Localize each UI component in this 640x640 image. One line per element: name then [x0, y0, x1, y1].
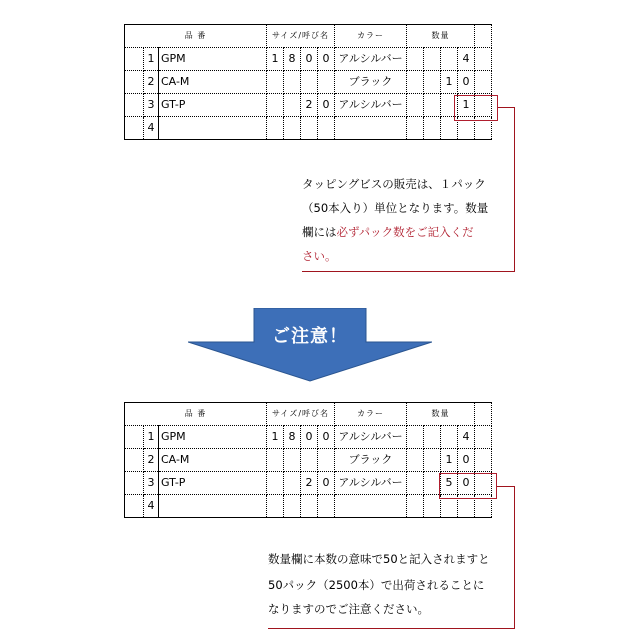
- qty-digit: [407, 495, 424, 518]
- table-header-row: [125, 403, 492, 426]
- note-emphasis: さい。: [302, 249, 337, 263]
- table-row: [125, 426, 492, 449]
- size-digit: [267, 117, 284, 140]
- qty-digit: 5: [441, 472, 458, 495]
- spacer-cell: [125, 426, 144, 449]
- size-digit: 0: [318, 426, 335, 449]
- row-number: 1: [144, 48, 159, 71]
- note-line: 50パック（2500本）で出荷されることに: [268, 578, 485, 592]
- table-row: [125, 472, 492, 495]
- color-cell: ブラック: [335, 71, 407, 94]
- note-line: なりますのでご注意ください。: [268, 602, 429, 616]
- table-edge-cell: [475, 403, 492, 426]
- qty-digit: [407, 71, 424, 94]
- qty-digit: [407, 449, 424, 472]
- caution-label: ご注意！: [272, 326, 348, 347]
- size-digit: [267, 495, 284, 518]
- note-emphasis: 必ずパック数をご記入くだ: [336, 225, 474, 239]
- product-name-cell: GPM: [159, 48, 267, 71]
- qty-digit: 0: [458, 472, 475, 495]
- table-header-row: [125, 25, 492, 48]
- qty-digit: [424, 71, 441, 94]
- qty-digit: [407, 117, 424, 140]
- note-after: [268, 551, 516, 631]
- size-digit: [318, 449, 335, 472]
- spacer-cell: [125, 472, 144, 495]
- header-color: カラー: [335, 403, 407, 426]
- table-row: [125, 94, 492, 117]
- qty-digit: 0: [458, 71, 475, 94]
- qty-digit: 1: [458, 94, 475, 117]
- size-digit: 8: [284, 426, 301, 449]
- qty-digit: [424, 449, 441, 472]
- size-digit: [318, 71, 335, 94]
- header-color: カラー: [335, 25, 407, 48]
- note-line: [302, 224, 474, 240]
- size-digit: [284, 94, 301, 117]
- header-product: 品 番: [125, 25, 267, 48]
- size-digit: [267, 449, 284, 472]
- qty-digit: [407, 472, 424, 495]
- size-digit: 0: [318, 48, 335, 71]
- note-line: （50本入り）単位となります。数量: [302, 201, 489, 215]
- size-digit: [301, 71, 318, 94]
- product-name-cell: [159, 495, 267, 518]
- table-edge-cell: [475, 48, 492, 71]
- size-digit: 0: [318, 94, 335, 117]
- table-row: [125, 71, 492, 94]
- qty-digit: [407, 48, 424, 71]
- row-number: 1: [144, 426, 159, 449]
- spacer-cell: [125, 117, 144, 140]
- table-row: [125, 495, 492, 518]
- size-digit: 2: [301, 94, 318, 117]
- size-digit: 1: [267, 426, 284, 449]
- row-number: 2: [144, 449, 159, 472]
- qty-digit: [424, 117, 441, 140]
- qty-digit: [407, 426, 424, 449]
- callout-connector: [498, 107, 514, 108]
- note-before: [302, 176, 512, 272]
- size-digit: 0: [301, 48, 318, 71]
- size-digit: [284, 495, 301, 518]
- size-digit: [284, 117, 301, 140]
- color-cell: ブラック: [335, 449, 407, 472]
- header-size: サイズ/呼び名: [267, 25, 335, 48]
- note-text: 欄には: [302, 225, 337, 239]
- size-digit: [267, 472, 284, 495]
- size-digit: [267, 94, 284, 117]
- table-edge-cell: [475, 449, 492, 472]
- table-row: [125, 117, 492, 140]
- spacer-cell: [125, 71, 144, 94]
- header-size: サイズ/呼び名: [267, 403, 335, 426]
- spacer-cell: [125, 495, 144, 518]
- note-line: タッピングビスの販売は、１パック: [302, 177, 486, 191]
- row-number: 2: [144, 71, 159, 94]
- row-number: 3: [144, 94, 159, 117]
- qty-digit: 0: [458, 449, 475, 472]
- row-number: 4: [144, 495, 159, 518]
- color-cell: アルシルバー: [335, 472, 407, 495]
- color-cell: アルシルバー: [335, 48, 407, 71]
- size-digit: [284, 449, 301, 472]
- size-digit: [284, 472, 301, 495]
- table-edge-cell: [475, 426, 492, 449]
- size-digit: [301, 117, 318, 140]
- qty-digit: 1: [441, 449, 458, 472]
- order-table-after: [124, 402, 492, 518]
- qty-digit: 4: [458, 48, 475, 71]
- qty-digit: [424, 94, 441, 117]
- size-digit: [301, 449, 318, 472]
- qty-highlight-box: [454, 95, 498, 121]
- qty-highlight-box: [439, 473, 497, 499]
- size-digit: [318, 495, 335, 518]
- size-digit: [318, 117, 335, 140]
- table-row: [125, 48, 492, 71]
- size-digit: [284, 71, 301, 94]
- header-qty: 数量: [407, 25, 475, 48]
- qty-digit: [424, 48, 441, 71]
- qty-digit: [441, 426, 458, 449]
- size-digit: 0: [318, 472, 335, 495]
- spacer-cell: [125, 94, 144, 117]
- size-digit: 0: [301, 426, 318, 449]
- product-name-cell: CA-M: [159, 71, 267, 94]
- product-name-cell: GPM: [159, 426, 267, 449]
- qty-digit: [407, 94, 424, 117]
- callout-connector: [497, 486, 514, 487]
- header-product: 品 番: [125, 403, 267, 426]
- size-digit: 1: [267, 48, 284, 71]
- row-number: 3: [144, 472, 159, 495]
- size-digit: [301, 495, 318, 518]
- color-cell: アルシルバー: [335, 94, 407, 117]
- product-name-cell: [159, 117, 267, 140]
- callout-connector: [514, 107, 515, 272]
- note-line: 数量欄に本数の意味で50と記入されますと: [268, 552, 490, 566]
- size-digit: [267, 71, 284, 94]
- row-number: 4: [144, 117, 159, 140]
- product-name-cell: GT-P: [159, 472, 267, 495]
- qty-digit: [424, 426, 441, 449]
- order-table-before: [124, 24, 492, 140]
- spacer-cell: [125, 449, 144, 472]
- qty-digit: [424, 472, 441, 495]
- color-cell: [335, 495, 407, 518]
- qty-digit: [424, 495, 441, 518]
- qty-digit: 4: [458, 426, 475, 449]
- size-digit: 8: [284, 48, 301, 71]
- table-row: [125, 449, 492, 472]
- qty-digit: [441, 48, 458, 71]
- table-edge-cell: [475, 25, 492, 48]
- spacer-cell: [125, 48, 144, 71]
- table-edge-cell: [475, 71, 492, 94]
- size-digit: 2: [301, 472, 318, 495]
- product-name-cell: CA-M: [159, 449, 267, 472]
- header-qty: 数量: [407, 403, 475, 426]
- qty-digit: 1: [441, 71, 458, 94]
- product-name-cell: GT-P: [159, 94, 267, 117]
- color-cell: アルシルバー: [335, 426, 407, 449]
- color-cell: [335, 117, 407, 140]
